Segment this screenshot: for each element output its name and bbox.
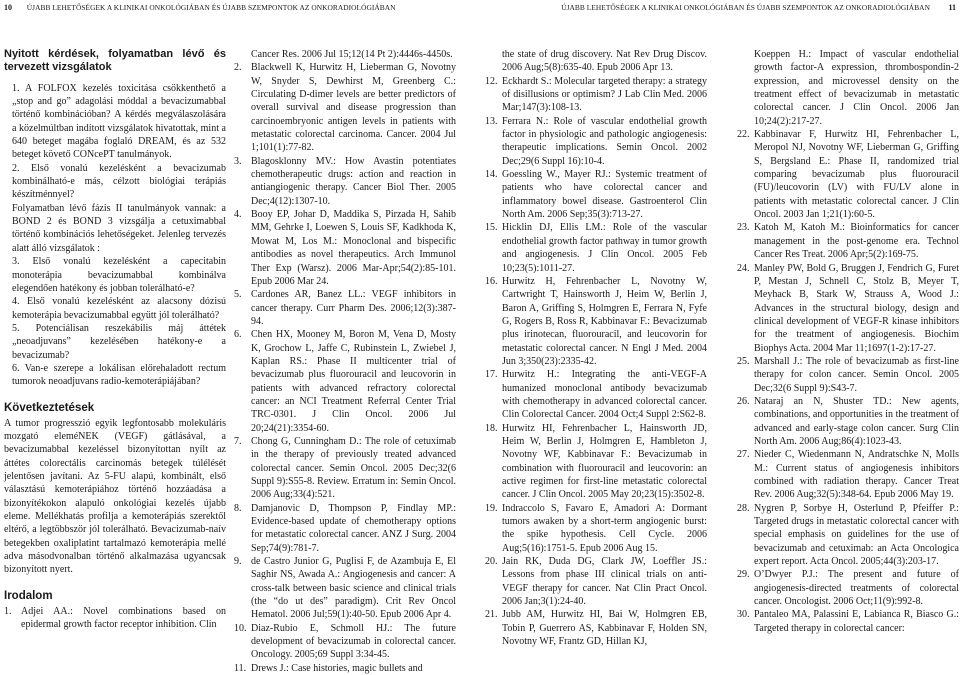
reference-list [4,605,226,632]
reference-item [234,155,456,208]
page-header-left [4,2,396,14]
reference-number: 3. [234,155,242,167]
column-1 [4,48,226,631]
reference-text: Blackwell K, Hurwitz H, Lieberman G, Novotny W, Snyder S, Dewhirst M, Greenberg C.: Circulating D-dimer levels are better predictors of overall survival and disease progression than carcinoembryonic antigen levels in patients with metastatic colorectal carcinoma. Cancer. 2004 Jul 1;101(1):77-82. [251,62,456,154]
reference-text: Hurwitz HI, Fehrenbacher L, Hainsworth JD, Heim W, Berlin J, Holmgren E, Hambleton J, Novotny WF, Kabbinavar F.: Bevacizumab in combination with fluorouracil and leucovorin: an active regimen for first-line metastatic colorectal cancer. J Clin Oncol. 2005 May 20;23(15):3502-8. [502,422,707,501]
reference-text: Ferrara N.: Role of vascular endothelial growth factor in physiologic and pathologic angiogenesis: therapeutic implications. Semin Oncol. 2002 Dec;29(6 Suppl 16):10-4. [502,115,707,167]
reference-number: 25. [737,355,750,367]
reference-text: Damjanovic D, Thompson P, Findlay MP.: Evidence-based update of chemotherapy options for metastatic colorectal cancer. ANZ J Surg. 2004 Sep;74(9):781-7. [251,502,456,554]
reference-continuation: the state of drug discovery. Nat Rev Drug Discov. 2006 Aug;5(8):635-40. Epub 2006 Apr 13. [502,49,707,74]
reference-item [485,115,707,168]
reference-item [234,435,456,502]
running-title-left: ÚJABB LEHETŐSÉGEK A KLINIKAI ONKOLÓGIÁBAN ÉS ÚJABB SZEMPONTOK AZ ONKORADIOLÓGIÁBAN [26,3,396,12]
reference-number: 2. [234,62,242,74]
reference-number: 23. [737,222,750,234]
reference-number: 13. [485,115,498,127]
reference-list [485,75,707,649]
reference-item [485,221,707,274]
reference-text: Drews J.: Case histories, magic bullets and [251,662,423,674]
reference-number: 28. [737,502,750,514]
reference-text: Nieder C, Wiedenmann N, Andratschke N, Molls M.: Current status of angiogenesis inhibitors combined with radiation therapy. Cancer Treat Rev. 2006 Aug;32(5):348-64. Epub 2006 May 19. [754,449,959,501]
open-questions-heading: Nyitott kérdések, folyamatban lévő és tervezett vizsgálatok [4,48,226,74]
reference-item [737,395,959,448]
reference-item [234,61,456,154]
reference-text: Katoh M, Katoh M.: Bioinformatics for cancer management in the post-genome era. Technol Cancer Res Treat. 2006 Apr;5(2):169-75. [754,222,959,261]
reference-number: 16. [485,275,498,287]
reference-text: O’Dwyer P.J.: The present and future of angiogenesis-directed treatments of colorectal cancer. Oncologist. 2006 Oct;11(9):992-8. [754,569,959,608]
reference-number: 12. [485,75,498,87]
reference-text: Manley PW, Bold G, Bruggen J, Fendrich G, Furet P, Mestan J, Schnell C, Stolz B, Meyer T, Meyhack B, Stark W, Strauss A, Wood J.: Advances in the structural biology, design and clinical development of VEGF-R kinase inhibitors for the treatment of angiogenesis. Biochim Biophys Acta. 2004 Mar 11;1697(1-2):17-27. [754,262,959,354]
reference-item [737,448,959,501]
reference-item [234,662,456,675]
reference-number: 27. [737,449,750,461]
reference-text: Nataraj an N, Shuster TD.: New agents, combinations, and opportunities in the treatment of advanced and early-stage colon cancer. Surg Clin North Am. 2006 Aug;86(4):1023-43. [754,395,959,447]
reference-item [485,75,707,115]
reference-text: Marshall J.: The role of bevacizumab as first-line therapy for colon cancer. Semin Oncol. 2005 Dec;32(6 Suppl 9):S43-7. [754,355,959,394]
reference-number: 24. [737,262,750,274]
reference-text: Chen HX, Mooney M, Boron M, Vena D, Mosty K, Grochow L, Jaffe C, Rubinstein L, Zwiebel J, Kaplan RS.: Phase II multicenter trial of bevacizumab plus fluorouracil and leucovorin in patients with advanced refractory colorectal cancer: an NCI Treatment Referral Center Trial TRC-0301. J Clin Oncol. 2006 Jul 20;24(21):3354-60. [251,329,456,434]
reference-item [485,555,707,608]
reference-text: Adjei AA.: Novel combinations based on epidermal growth factor receptor inhibition. Clin [21,605,226,631]
reference-item [234,288,456,328]
conclusions-heading: Következtetések [4,401,95,414]
question-item: 3. Első vonalú kezelésként a capecitabin monoterápia bevacizumabbal kombinálva elegendően hatékony és jobban tolerálható-e? [12,256,226,294]
reference-continuation: Koeppen H.: Impact of vascular endothelial growth factor-A expression, thrombospondin-2 expression, and microvessel density on the treatment effect of bevacizumab in metastatic colorectal cancer. J Clin Oncol. 2006 Jan 10;24(2):217-27. [754,49,959,127]
reference-text: de Castro Junior G, Puglisi F, de Azambuja E, El Saghir NS, Awada A.: Angiogenesis and cancer: A cross-talk between basic science and clinical trials (the “do ut des” paradigm). Crit Rev Oncol Hematol. 2006 Jul;59(1):40-50. Epub 2006 Apr 4. [251,556,456,621]
reference-text: Diaz-Rubio E, Schmoll HJ.: The future development of bevacizumab in colorectal cancer. Oncology. 2005;69 Suppl 3:34-45. [251,622,456,661]
reference-text: Hicklin DJ, Ellis LM.: Role of the vascular endothelial growth factor pathway in tumor growth and angiogenesis. J Clin Oncol. 2005 Feb 10;23(5):1011-27. [502,222,707,274]
page-number-right: 11 [948,3,956,12]
reference-number: 26. [737,395,750,407]
reference-item [737,355,959,395]
references-heading: Irodalom [4,589,53,602]
column-3 [485,48,707,648]
question-item: Folyamatban lévő fázis II tanulmányok vannak: a BOND 2 és BOND 3 vizsgálja a cetuximabbal történő kombinációs lehetőségeket. Jelenleg tervezés alatt álló vizsgálatok : [12,202,226,254]
reference-item [737,608,959,635]
question-item: 5. Potenciálisan reszekábilis máj áttétek „neoadjuvans” kezelésében hatékony-e a bevacizumab? [12,322,226,361]
reference-item [485,368,707,421]
reference-text: Pantaleo MA, Palassini E, Labianca R, Biasco G.: Targeted therapy in colorectal cancer: [754,609,959,634]
reference-continuation: Cancer Res. 2006 Jul 15;12(14 Pt 2):4446s-4450s. [251,49,453,60]
reference-number: 4. [234,209,242,221]
reference-text: Indraccolo S, Favaro E, Amadori A: Dormant tumors awaken by a short-term angiogenic burst: the spike hypothesis. Cell Cycle. 2006 Aug;5(16):1751-5. Epub 2006 Aug 15. [502,502,707,554]
reference-text: Hurwitz H.: Integrating the anti-VEGF-A humanized monoclonal antibody bevacizumab with chemotherapy in advanced colorectal cancer. Clin Colorectal Cancer. 2004 Oct;4 Suppl 2:S62-8. [502,369,707,421]
reference-number: 9. [234,556,242,568]
reference-text: Chong G, Cunningham D.: The role of cetuximab in the therapy of previously treated advanced colorectal cancer. Semin Oncol. 2005 Dec;32(6 Suppl 9):S55-8. Review. Erratum in: Semin Oncol. 2006 Aug;33(4):521. [251,435,456,501]
page-header-right [561,2,956,14]
reference-text: Blagosklonny MV.: How Avastin potentiates chemotherapeutic drugs: action and reaction in antiangiogenic therapy. Cancer Biol Ther. 2005 Dec;4(12):1307-10. [251,155,456,207]
reference-number: 14. [485,169,498,181]
reference-item [737,568,959,608]
column-2 [234,48,456,675]
reference-number: 10. [234,622,247,634]
reference-text: Jubb AM, Hurwitz HI, Bai W, Holmgren EB, Tobin P, Guerrero AS, Kabbinavar F, Holden SN, Novotny WF, Frantz GD, Hillan KJ, [502,609,707,648]
reference-number: 11. [234,662,247,674]
reference-number: 5. [234,289,242,301]
reference-text: Jain RK, Duda DG, Clark JW, Loeffler JS.: Lessons from phase III clinical trials on anti-VEGF therapy for cancer. Nat Clin Pract Oncol. 2006 Jan;3(1):24-40. [502,556,707,608]
reference-number: 8. [234,502,242,514]
reference-text: Eckhardt S.: Molecular targeted therapy: a strategy of disillusions or optimism? J Lab Clin Med. 2006 Mar;147(3):108-13. [502,75,707,114]
reference-number: 21. [485,609,498,621]
reference-number: 7. [234,435,242,447]
reference-number: 15. [485,222,498,234]
reference-item [737,221,959,261]
reference-text: Kabbinavar F, Hurwitz HI, Fehrenbacher L, Meropol NJ, Novotny WF, Lieberman G, Griffing S, Bergsland E.: Phase II, randomized trial comparing bevacizumab plus fluorouracil (FU)/leucovorin (LV) with FU/LV alone in patients with metastatic colorectal cancer. J Clin Oncol. 2003 Jan 1;21(1):60-5. [754,129,959,221]
reference-item [485,502,707,555]
question-item: 2. Első vonalú kezelésként a bevacizumab kombinálható-e más, célzott biológiai terápiás készítménnyel? [12,162,226,201]
reference-item [234,328,456,435]
reference-text: Nygren P, Sorbye H, Osterlund P, Pfeiffer P.: Targeted drugs in metastatic colorectal cancer with special emphasis on guidelines for the use of bevacizumab and cetuximab: an Acta Oncologica expert report. Acta Oncol. 2005;44(3):203-17. [754,502,959,568]
reference-number: 29. [737,569,750,581]
reference-number: 6. [234,329,242,341]
reference-list [234,61,456,675]
question-item: 1. A FOLFOX kezelés toxicitása csökkenthető a „stop and go” adagolási móddal a bevacizumabbal történő kombinációban? A kérdés megválaszolására a közelmúltban indított vizsgálatok hivatottak, mint a 640 beteget magába foglaló DREAM, és az 532 beteget követő CONcePT tanulmányok. [12,82,226,161]
question-item: 4. Első vonalú kezelésként az alacsony dózisú kemoterápia bevacizumabbal együtt jól tolerálható? [12,296,226,321]
reference-number: 17. [485,369,498,381]
reference-text: Cardones AR, Banez LL.: VEGF inhibitors in cancer therapy. Curr Pharm Des. 2006;12(3):387-94. [251,289,456,327]
reference-item [485,422,707,502]
reference-number: 30. [737,609,750,621]
running-title-right: ÚJABB LEHETŐSÉGEK A KLINIKAI ONKOLÓGIÁBAN ÉS ÚJABB SZEMPONTOK AZ ONKORADIOLÓGIÁBAN [561,3,930,12]
reference-item [234,555,456,622]
reference-item [485,608,707,648]
column-4 [737,48,959,635]
reference-number: 1. [4,605,12,617]
reference-number: 18. [485,422,498,434]
reference-item [485,168,707,221]
reference-text: Hurwitz H, Fehrenbacher L, Novotny W, Cartwright T, Hainsworth J, Heim W, Berlin J, Baron A, Griffing S, Holmgren E, Ferrara N, Fyfe G, Rogers B, Ross R, Kabbinavar F.: Bevacizumab plus irinotecan, fluorouracil, and leucovorin for metastatic colorectal cancer. N Engl J Med. 2004 Jun 3;350(23):2335-42. [502,275,707,367]
reference-item [485,275,707,368]
reference-number: 19. [485,502,498,514]
reference-number: 22. [737,129,750,141]
reference-item [234,622,456,662]
conclusions-paragraph: A tumor progresszió egyik legfontosabb molekuláris mozgató eleméNEK (VEGF) gátlásával, a bevacizumabbal kezeléssel bizonyítottan nyílt az áttétes colorectális carcinomás betegek túlélését jelentősen javítani. Az 5-FU alapú, kombinált, első választású kemoterápiához történő hozzáadása a bizonyítékokon alapuló onkológiai kezelés újabb eleme. Mellékhatás profilja a kemoterápiás szerektől eltérő, a legtöbbször jól tolerálható. Bevacizumab-naív betegekben oxaliplatint tartalmazó kemoterápia mellé adva másodvonalban történő alkalmazása ugyancsak bizonyított nyert. [4,417,226,576]
reference-item [737,262,959,355]
reference-text: Goessling W., Mayer RJ.: Systemic treatment of patients who have colorectal cancer and inflammatory bowel disease. Gastroenterol Clin North Am. 2006 Sep;35(3):713-27. [502,169,707,221]
reference-item [737,502,959,569]
page-number-left: 10 [4,3,12,12]
reference-text: Booy EP, Johar D, Maddika S, Pirzada H, Sahib MM, Gehrke I, Loewen S, Louis SF, Kadkhoda K, Mowat M, Los M.: Monoclonal and bispecific antibodies as novel therapeutics. Arch Immunol Ther Exp (Warsz). 2006 Mar-Apr;54(2):85-101. Epub 2006 Mar 24. [251,209,456,287]
reference-item [234,502,456,555]
question-item: 6. Van-e szerepe a lokálisan előrehaladott rectum tumorok neoadjuvans radio-kemoterápiájában? [12,362,226,388]
reference-number: 20. [485,556,498,568]
reference-list [737,128,959,635]
reference-item [4,605,226,632]
reference-item [234,208,456,288]
reference-item [737,128,959,221]
